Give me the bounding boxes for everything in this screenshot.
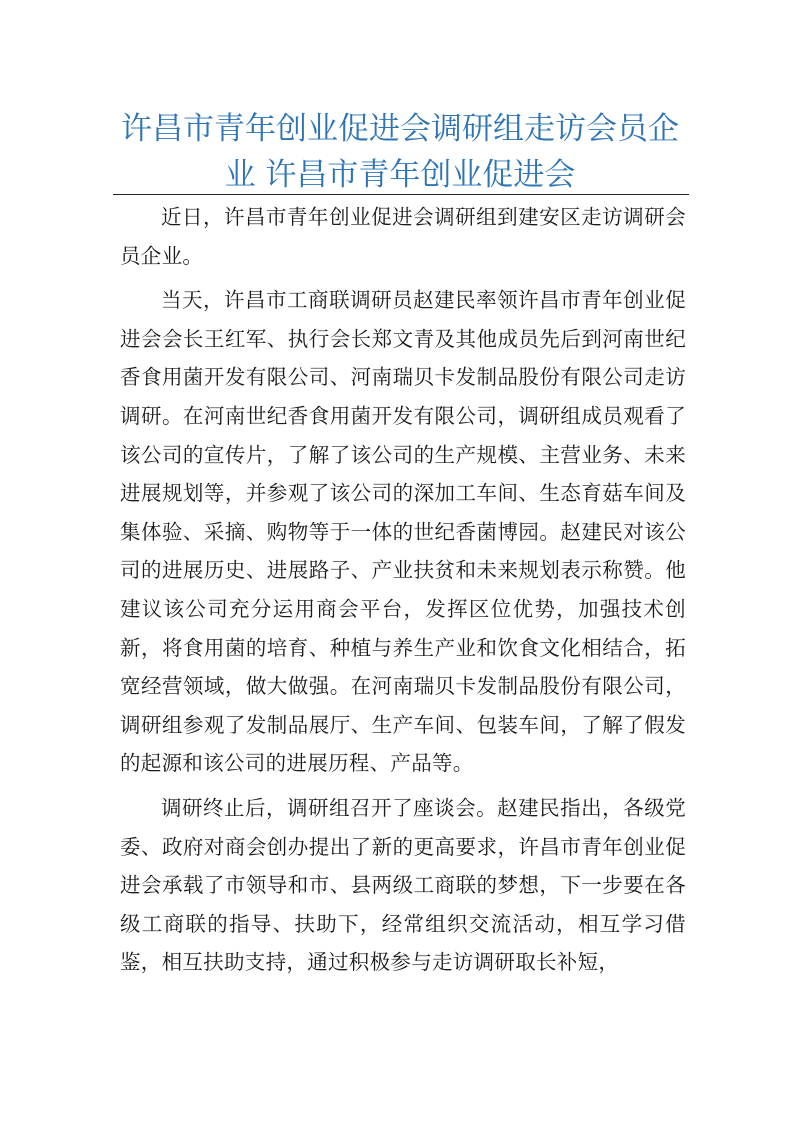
paragraph: 近日，许昌市青年创业促进会调研组到建安区走访调研会员企业。 bbox=[120, 205, 686, 268]
page-title: 许昌市青年创业促进会调研组走访会员企业 许昌市青年创业促进会 bbox=[121, 111, 679, 193]
paragraph: 调研终止后，调研组召开了座谈会。赵建民指出，各级党委、政府对商会创办提出了新的更高要求，许昌市青年创业促进会承载了市领导和市、县两级工商联的梦想，下一步要在各级工商联的指导、扶助下，经常组织交流活动，相互学习借鉴，相互扶助支持，通过积极参与走访调研取长补短， bbox=[120, 795, 686, 975]
paragraph: 当天，许昌市工商联调研员赵建民率领许昌市青年创业促进会会长王红军、执行会长郑文青及其他成员先后到河南世纪香食用菌开发有限公司、河南瑞贝卡发制品股份有限公司走访调研。在河南世纪香食用菌开发有限公司，调研组成员观看了该公司的宣传片，了解了该公司的生产规模、主营业务、未来进展规划等，并参观了该公司的深加工车间、生态育菇车间及集体验、采摘、购物等于一体的世纪香菌博园。赵建民对该公司的进展历史、进展路子、产业扶贫和未来规划表示称赞。他建议该公司充分运用商会平台，发挥区位优势，加强技术创新，将食用菌的培育、种植与养生产业和饮食文化相结合，拓宽经营领域，做大做强。在河南瑞贝卡发制品股份有限公司，调研组参观了发制品展厅、生产车间、包装车间，了解了假发的起源和该公司的进展历程、产品等。 bbox=[120, 288, 686, 776]
article-body bbox=[120, 198, 686, 988]
title-divider bbox=[113, 194, 689, 195]
